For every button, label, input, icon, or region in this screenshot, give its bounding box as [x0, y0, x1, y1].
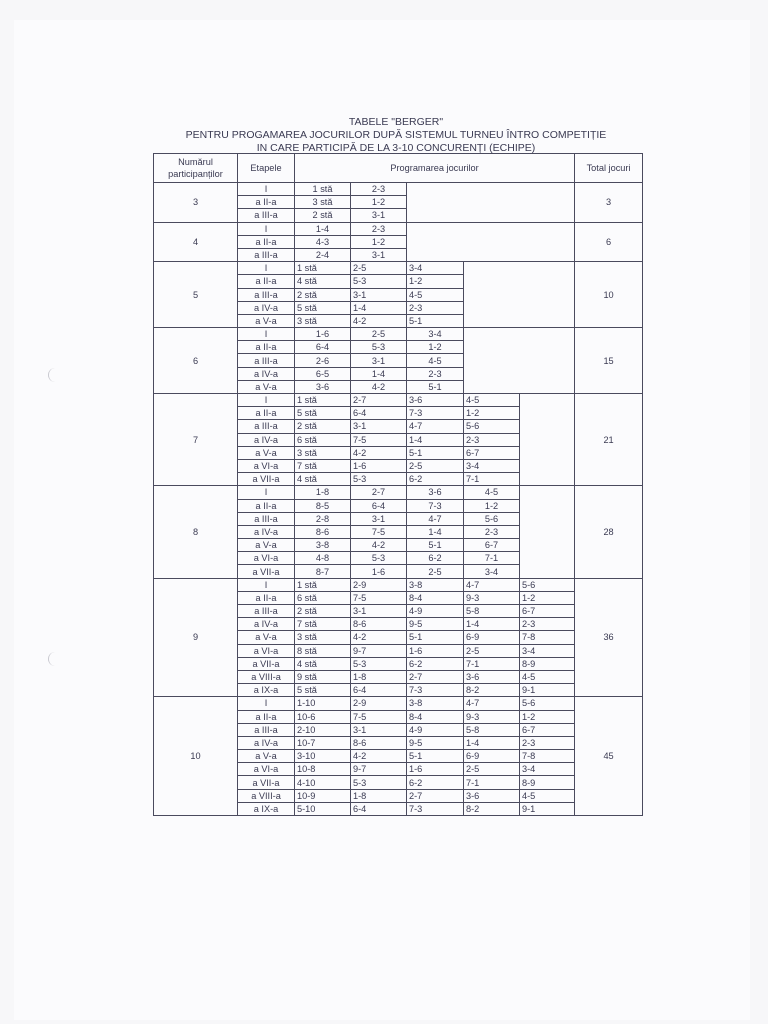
table-row	[154, 486, 643, 499]
stage-label: a III-a	[238, 723, 295, 736]
game-cell: 4-2	[351, 380, 407, 393]
game-cell: 3 stă	[295, 631, 351, 644]
game-cell: 9-3	[464, 591, 520, 604]
game-cell: 7-1	[464, 552, 520, 565]
game-cell: 1-4	[464, 736, 520, 749]
document-title: TABELE "BERGER"	[348, 116, 444, 128]
game-cell: 1-8	[351, 789, 407, 802]
stage-label: I	[238, 394, 295, 407]
game-cell: 1-10	[295, 697, 351, 710]
game-cell: 6-4	[351, 407, 407, 420]
game-cell: 7-1	[464, 657, 520, 670]
game-cell: 6-5	[295, 367, 351, 380]
game-cell: 7-3	[407, 684, 464, 697]
game-cell: 3-4	[520, 644, 575, 657]
game-cell: 1-2	[407, 341, 464, 354]
participants-count: 9	[154, 578, 238, 697]
game-cell: 3-6	[295, 380, 351, 393]
game-cell: 3-6	[407, 394, 464, 407]
stage-label: a IV-a	[238, 367, 295, 380]
total-games: 36	[575, 578, 643, 697]
stage-label: I	[238, 486, 295, 499]
game-cell: 2 stă	[295, 420, 351, 433]
game-cell: 7-1	[464, 776, 520, 789]
stage-label: a VI-a	[238, 459, 295, 472]
stage-label: a VI-a	[238, 763, 295, 776]
game-cell: 3-1	[351, 512, 407, 525]
game-cell: 6-9	[464, 631, 520, 644]
game-cell: 4-7	[407, 512, 464, 525]
game-cell: 4-10	[295, 776, 351, 789]
stage-label: a II-a	[238, 275, 295, 288]
game-cell: 7 stă	[295, 618, 351, 631]
header-schedule: Programarea jocurilor	[295, 154, 575, 183]
participants-count: 5	[154, 262, 238, 328]
hole-punch-mark	[48, 368, 57, 382]
game-cell: 2-5	[407, 565, 464, 578]
game-cell: 2-10	[295, 723, 351, 736]
game-cell: 4-5	[520, 789, 575, 802]
stage-label: a II-a	[238, 499, 295, 512]
stage-label: I	[238, 578, 295, 591]
stage-label: a III-a	[238, 420, 295, 433]
game-cell: 3-1	[351, 605, 407, 618]
game-cell: 3 stă	[295, 314, 351, 327]
stage-label: a V-a	[238, 314, 295, 327]
game-cell: 8-6	[295, 525, 351, 538]
game-cell: 9-3	[464, 710, 520, 723]
empty-cell	[520, 486, 575, 578]
game-cell: 6-4	[351, 802, 407, 815]
game-cell: 5 stă	[295, 301, 351, 314]
empty-cell	[464, 328, 575, 394]
game-cell: 2-3	[351, 183, 407, 196]
game-cell: 1 stă	[295, 394, 351, 407]
stage-label: a II-a	[238, 710, 295, 723]
game-cell: 7-5	[351, 710, 407, 723]
empty-cell	[407, 183, 575, 223]
game-cell: 1-4	[407, 433, 464, 446]
game-cell: 3-4	[520, 763, 575, 776]
game-cell: 3 stă	[295, 446, 351, 459]
game-cell: 4-9	[407, 605, 464, 618]
game-cell: 7-8	[520, 750, 575, 763]
game-cell: 5-1	[407, 631, 464, 644]
game-cell: 8-4	[407, 591, 464, 604]
game-cell: 8-6	[351, 618, 407, 631]
game-cell: 3-8	[407, 578, 464, 591]
game-cell: 5-1	[407, 750, 464, 763]
game-cell: 6-4	[351, 499, 407, 512]
game-cell: 6-7	[464, 446, 520, 459]
game-cell: 2-3	[464, 433, 520, 446]
game-cell: 1-2	[351, 196, 407, 209]
table-row	[154, 222, 643, 235]
total-games: 15	[575, 328, 643, 394]
game-cell: 7 stă	[295, 459, 351, 472]
game-cell: 8-2	[464, 684, 520, 697]
game-cell: 5-1	[407, 446, 464, 459]
game-cell: 5-1	[407, 314, 464, 327]
game-cell: 1 stă	[295, 262, 351, 275]
participants-count: 8	[154, 486, 238, 578]
game-cell: 7-5	[351, 433, 407, 446]
game-cell: 6-4	[351, 684, 407, 697]
empty-cell	[407, 222, 575, 262]
game-cell: 1-4	[407, 525, 464, 538]
game-cell: 5-1	[407, 380, 464, 393]
game-cell: 3-1	[351, 209, 407, 222]
game-cell: 1-6	[351, 459, 407, 472]
game-cell: 2-5	[407, 459, 464, 472]
stage-label: a IX-a	[238, 802, 295, 815]
game-cell: 3-4	[407, 328, 464, 341]
game-cell: 1-2	[351, 235, 407, 248]
game-cell: 1-4	[295, 222, 351, 235]
stage-label: a VII-a	[238, 776, 295, 789]
game-cell: 2-3	[407, 301, 464, 314]
game-cell: 9-1	[520, 684, 575, 697]
game-cell: 7-5	[351, 525, 407, 538]
stage-label: a III-a	[238, 605, 295, 618]
game-cell: 4-2	[351, 750, 407, 763]
game-cell: 1-2	[464, 407, 520, 420]
hole-punch-mark	[48, 652, 57, 666]
game-cell: 2 stă	[295, 605, 351, 618]
game-cell: 2-3	[407, 367, 464, 380]
game-cell: 5-10	[295, 802, 351, 815]
stage-label: I	[238, 262, 295, 275]
game-cell: 5-3	[351, 473, 407, 486]
participants-count: 10	[154, 697, 238, 816]
game-cell: 9 stă	[295, 670, 351, 683]
stage-label: a II-a	[238, 196, 295, 209]
game-cell: 1-2	[520, 710, 575, 723]
game-cell: 4-9	[407, 723, 464, 736]
game-cell: 7-8	[520, 631, 575, 644]
game-cell: 4 stă	[295, 657, 351, 670]
stage-label: a V-a	[238, 750, 295, 763]
game-cell: 3-1	[351, 354, 407, 367]
header-stages: Etapele	[238, 154, 295, 183]
game-cell: 2-7	[407, 789, 464, 802]
game-cell: 8 stă	[295, 644, 351, 657]
empty-cell	[520, 394, 575, 486]
stage-label: a VII-a	[238, 657, 295, 670]
game-cell: 10-7	[295, 736, 351, 749]
document-subtitle: PENTRU PROGAMAREA JOCURILOR DUPĂ SISTEMUL TURNEU ÎNTRO COMPETIȚIE	[185, 129, 607, 141]
stage-label: a VIII-a	[238, 789, 295, 802]
table-row	[154, 394, 643, 407]
game-cell: 2-8	[295, 512, 351, 525]
game-cell: 2-9	[351, 578, 407, 591]
stage-label: a VI-a	[238, 644, 295, 657]
game-cell: 2-5	[351, 328, 407, 341]
game-cell: 5 stă	[295, 684, 351, 697]
game-cell: 8-4	[407, 710, 464, 723]
document-subtitle-2: IN CARE PARTICIPĂ DE LA 3-10 CONCURENȚI (ECHIPE)	[256, 142, 536, 154]
stage-label: I	[238, 222, 295, 235]
stage-label: a VIII-a	[238, 670, 295, 683]
table-row	[154, 697, 643, 710]
game-cell: 3-1	[351, 288, 407, 301]
stage-label: a IX-a	[238, 684, 295, 697]
game-cell: 3-1	[351, 420, 407, 433]
game-cell: 3-6	[407, 486, 464, 499]
game-cell: 2-5	[464, 763, 520, 776]
game-cell: 6-7	[520, 605, 575, 618]
stage-label: a IV-a	[238, 433, 295, 446]
stage-label: a IV-a	[238, 301, 295, 314]
game-cell: 3-8	[295, 539, 351, 552]
stage-label: a III-a	[238, 248, 295, 261]
game-cell: 2 stă	[295, 209, 351, 222]
game-cell: 5-6	[464, 512, 520, 525]
game-cell: 6-9	[464, 750, 520, 763]
table-row	[154, 183, 643, 196]
game-cell: 3-4	[407, 262, 464, 275]
total-games: 21	[575, 394, 643, 486]
game-cell: 3-8	[407, 697, 464, 710]
stage-label: a VII-a	[238, 473, 295, 486]
stage-label: a VI-a	[238, 552, 295, 565]
game-cell: 4 stă	[295, 473, 351, 486]
game-cell: 2-5	[351, 262, 407, 275]
game-cell: 3-1	[351, 723, 407, 736]
game-cell: 2-6	[295, 354, 351, 367]
game-cell: 3-6	[464, 670, 520, 683]
game-cell: 1-4	[464, 618, 520, 631]
game-cell: 4-5	[464, 486, 520, 499]
header-participants: Numărul participanților	[154, 154, 238, 183]
game-cell: 4-8	[295, 552, 351, 565]
game-cell: 3 stă	[295, 196, 351, 209]
game-cell: 8-2	[464, 802, 520, 815]
game-cell: 2-3	[520, 618, 575, 631]
game-cell: 5-1	[407, 539, 464, 552]
game-cell: 2-5	[464, 644, 520, 657]
total-games: 28	[575, 486, 643, 578]
game-cell: 6-7	[464, 539, 520, 552]
game-cell: 3-1	[351, 248, 407, 261]
game-cell: 4-2	[351, 314, 407, 327]
game-cell: 8-7	[295, 565, 351, 578]
game-cell: 4-3	[295, 235, 351, 248]
stage-label: a III-a	[238, 209, 295, 222]
game-cell: 5-6	[520, 578, 575, 591]
game-cell: 4-5	[464, 394, 520, 407]
game-cell: 1-6	[407, 644, 464, 657]
game-cell: 6-7	[520, 723, 575, 736]
game-cell: 9-7	[351, 763, 407, 776]
game-cell: 2-3	[464, 525, 520, 538]
document-title-block	[150, 116, 642, 155]
game-cell: 4-7	[407, 420, 464, 433]
game-cell: 5 stă	[295, 407, 351, 420]
stage-label: a II-a	[238, 235, 295, 248]
stage-label: a II-a	[238, 407, 295, 420]
header-row	[154, 154, 643, 183]
game-cell: 2-3	[520, 736, 575, 749]
game-cell: 8-9	[520, 776, 575, 789]
game-cell: 1-2	[520, 591, 575, 604]
game-cell: 5-3	[351, 657, 407, 670]
game-cell: 5-3	[351, 275, 407, 288]
total-games: 45	[575, 697, 643, 816]
game-cell: 1-4	[351, 301, 407, 314]
game-cell: 7-3	[407, 802, 464, 815]
stage-label: I	[238, 697, 295, 710]
game-cell: 4-5	[520, 670, 575, 683]
game-cell: 1 stă	[295, 578, 351, 591]
game-cell: 1-8	[351, 670, 407, 683]
game-cell: 9-1	[520, 802, 575, 815]
game-cell: 4-2	[351, 539, 407, 552]
participants-count: 7	[154, 394, 238, 486]
game-cell: 6-2	[407, 657, 464, 670]
stage-label: a III-a	[238, 288, 295, 301]
game-cell: 7-1	[464, 473, 520, 486]
participants-count: 3	[154, 183, 238, 223]
game-cell: 1-6	[351, 565, 407, 578]
game-cell: 6 stă	[295, 591, 351, 604]
game-cell: 2-9	[351, 697, 407, 710]
berger-table	[153, 153, 643, 816]
total-games: 3	[575, 183, 643, 223]
game-cell: 2-7	[351, 486, 407, 499]
table-body	[154, 183, 643, 816]
stage-label: a III-a	[238, 512, 295, 525]
game-cell: 2-3	[351, 222, 407, 235]
game-cell: 1-2	[464, 499, 520, 512]
game-cell: 7-3	[407, 499, 464, 512]
game-cell: 5-8	[464, 723, 520, 736]
table-row	[154, 578, 643, 591]
game-cell: 3-10	[295, 750, 351, 763]
game-cell: 6-2	[407, 552, 464, 565]
game-cell: 9-7	[351, 644, 407, 657]
game-cell: 3-4	[464, 565, 520, 578]
game-cell: 7-3	[407, 407, 464, 420]
game-cell: 10-6	[295, 710, 351, 723]
table-row	[154, 328, 643, 341]
game-cell: 5-6	[464, 420, 520, 433]
header-total: Total jocuri	[575, 154, 643, 183]
game-cell: 4 stă	[295, 275, 351, 288]
participants-count: 4	[154, 222, 238, 262]
game-cell: 1-4	[351, 367, 407, 380]
stage-label: a V-a	[238, 539, 295, 552]
total-games: 10	[575, 262, 643, 328]
game-cell: 8-6	[351, 736, 407, 749]
game-cell: 10-9	[295, 789, 351, 802]
stage-label: a IV-a	[238, 618, 295, 631]
game-cell: 1-2	[407, 275, 464, 288]
game-cell: 9-5	[407, 618, 464, 631]
game-cell: 1 stă	[295, 183, 351, 196]
total-games: 6	[575, 222, 643, 262]
game-cell: 3-6	[464, 789, 520, 802]
game-cell: 6 stă	[295, 433, 351, 446]
game-cell: 4-7	[464, 697, 520, 710]
game-cell: 10-8	[295, 763, 351, 776]
game-cell: 5-6	[520, 697, 575, 710]
stage-label: a V-a	[238, 631, 295, 644]
stage-label: a VII-a	[238, 565, 295, 578]
game-cell: 1-6	[295, 328, 351, 341]
stage-label: I	[238, 183, 295, 196]
game-cell: 1-6	[407, 763, 464, 776]
game-cell: 4-2	[351, 631, 407, 644]
game-cell: 5-3	[351, 776, 407, 789]
stage-label: a V-a	[238, 380, 295, 393]
participants-count: 6	[154, 328, 238, 394]
game-cell: 8-5	[295, 499, 351, 512]
game-cell: 4-5	[407, 354, 464, 367]
game-cell: 2 stă	[295, 288, 351, 301]
game-cell: 5-3	[351, 552, 407, 565]
game-cell: 4-2	[351, 446, 407, 459]
stage-label: a IV-a	[238, 736, 295, 749]
game-cell: 5-8	[464, 605, 520, 618]
stage-label: a V-a	[238, 446, 295, 459]
stage-label: a IV-a	[238, 525, 295, 538]
game-cell: 2-7	[407, 670, 464, 683]
game-cell: 4-7	[464, 578, 520, 591]
game-cell: 6-2	[407, 473, 464, 486]
stage-label: a III-a	[238, 354, 295, 367]
game-cell: 5-3	[351, 341, 407, 354]
game-cell: 3-4	[464, 459, 520, 472]
game-cell: 2-7	[351, 394, 407, 407]
game-cell: 2-4	[295, 248, 351, 261]
game-cell: 1-8	[295, 486, 351, 499]
game-cell: 7-5	[351, 591, 407, 604]
stage-label: a II-a	[238, 591, 295, 604]
game-cell: 8-9	[520, 657, 575, 670]
stage-label: I	[238, 328, 295, 341]
game-cell: 6-2	[407, 776, 464, 789]
stage-label: a II-a	[238, 341, 295, 354]
game-cell: 6-4	[295, 341, 351, 354]
game-cell: 4-5	[407, 288, 464, 301]
table-row	[154, 262, 643, 275]
empty-cell	[464, 262, 575, 328]
game-cell: 9-5	[407, 736, 464, 749]
